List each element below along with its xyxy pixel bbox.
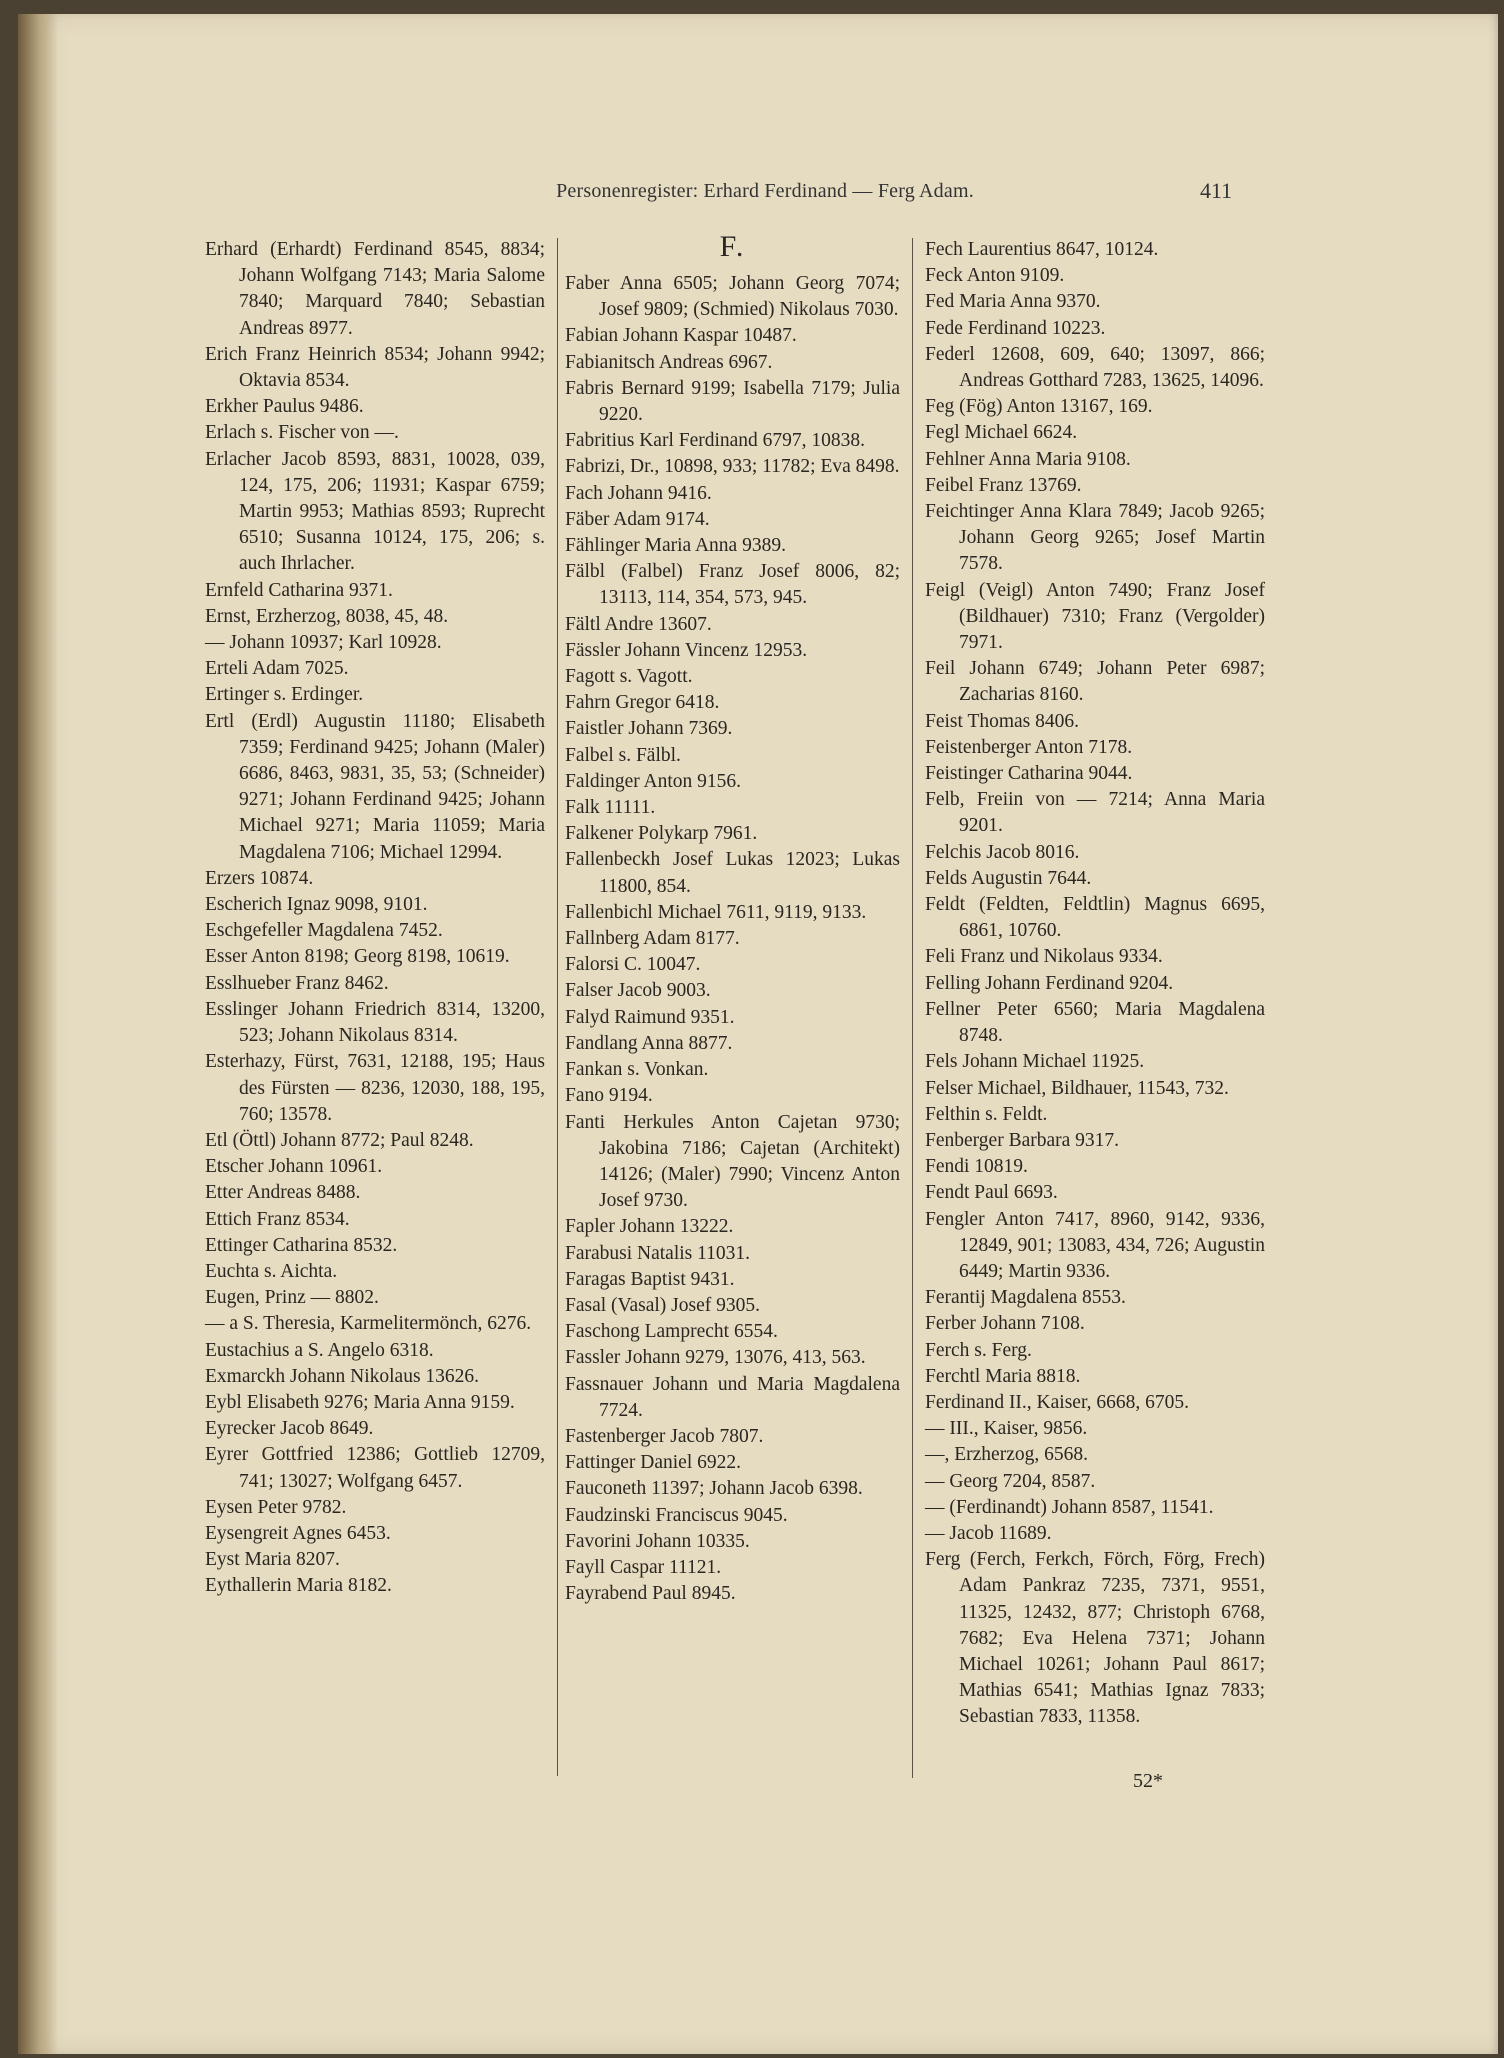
index-entry: Fed Maria Anna 9370.: [925, 291, 1101, 313]
index-entry: Fankan s. Vonkan.: [565, 1059, 709, 1081]
index-entry: Ernst, Erzherzog, 8038, 45, 48.: [205, 605, 449, 627]
index-entry: Fapler Johann 13222.: [565, 1216, 734, 1238]
index-entry: Fech Laurentius 8647, 10124.: [925, 239, 1159, 260]
index-entry: Etscher Johann 10961.: [205, 1156, 383, 1178]
index-entry: Erich Franz Heinrich 8534; Johann 9942; Oktavia 8534.: [205, 343, 545, 392]
index-entry: Favorini Johann 10335.: [565, 1530, 750, 1552]
index-entry: Erkher Paulus 9486.: [205, 396, 364, 418]
index-entry: Faragas Baptist 9431.: [565, 1268, 735, 1290]
index-entry: Faschong Lamprecht 6554.: [565, 1321, 778, 1343]
index-entry: Feldt (Feldten, Feldtlin) Magnus 6695, 6861, 10760.: [925, 894, 1265, 942]
index-entry: — Georg 7204, 8587.: [925, 1470, 1096, 1492]
index-entry: Euchta s. Aichta.: [205, 1260, 338, 1282]
index-column-2-entries: [565, 271, 900, 1607]
index-entry: Fältl Andre 13607.: [565, 613, 712, 635]
index-entry: Erlach s. Fischer von —.: [205, 422, 399, 444]
index-entry: Ferchtl Maria 8818.: [925, 1365, 1081, 1387]
index-entry: Feg (Fög) Anton 13167, 169.: [925, 396, 1153, 418]
index-entry: Fählinger Maria Anna 9389.: [565, 535, 786, 557]
index-entry: Fabritius Karl Ferdinand 6797, 10838.: [565, 430, 866, 452]
index-entry: Feli Franz und Nikolaus 9334.: [925, 946, 1163, 968]
index-entry: Fattinger Daniel 6922.: [565, 1452, 742, 1474]
index-entry: Feistinger Catharina 9044.: [925, 763, 1133, 785]
index-entry: Fallenbeckh Josef Lukas 12023; Lukas 11800, 854.: [565, 849, 900, 897]
index-entry: Felchis Jacob 8016.: [925, 841, 1080, 863]
index-entry: Fengler Anton 7417, 8960, 9142, 9336, 12849, 901; 13083, 434, 726; Augustin 6449; Martin 9336.: [925, 1208, 1265, 1282]
index-entry: — III., Kaiser, 9856.: [925, 1418, 1088, 1440]
index-entry: Fach Johann 9416.: [565, 482, 712, 504]
index-entry: Fabianitsch Andreas 6967.: [565, 351, 773, 373]
index-entry: Feigl (Veigl) Anton 7490; Franz Josef (Bildhauer) 7310; Franz (Vergolder) 7971.: [925, 579, 1265, 654]
index-entry: Fabian Johann Kaspar 10487.: [565, 325, 797, 347]
index-entry: Fayll Caspar 11121.: [565, 1556, 722, 1578]
index-column-3: [925, 237, 1265, 1731]
index-entry: Fayrabend Paul 8945.: [565, 1583, 736, 1605]
index-entry: Felb, Freiin von — 7214; Anna Maria 9201.: [925, 789, 1265, 837]
index-entry: Fehlner Anna Maria 9108.: [925, 448, 1131, 470]
index-entry: Fäber Adam 9174.: [565, 508, 710, 530]
index-entry: Federl 12608, 609, 640; 13097, 866; Andreas Gotthard 7283, 13625, 14096.: [925, 343, 1265, 392]
index-entry: Eugen, Prinz — 8802.: [205, 1287, 379, 1309]
index-entry: Fegl Michael 6624.: [925, 422, 1078, 444]
index-entry: Eysen Peter 9782.: [205, 1496, 347, 1518]
index-entry: Fallnberg Adam 8177.: [565, 928, 740, 950]
index-entry: — Jacob 11689.: [925, 1522, 1052, 1544]
index-column-2: [565, 230, 900, 1607]
index-entry: Eybl Elisabeth 9276; Maria Anna 9159.: [205, 1391, 515, 1413]
index-entry: Fälbl (Falbel) Franz Josef 8006, 82; 13113, 114, 354, 573, 945.: [565, 561, 900, 609]
index-entry: Falkener Polykarp 7961.: [565, 823, 758, 845]
index-entry: Ferdinand II., Kaiser, 6668, 6705.: [925, 1391, 1190, 1413]
index-entry: Eschgefeller Magdalena 7452.: [205, 920, 443, 942]
index-entry: Fassler Johann 9279, 13076, 413, 563.: [565, 1347, 866, 1369]
index-entry: Faldinger Anton 9156.: [565, 770, 742, 792]
index-entry: Eyrecker Jacob 8649.: [205, 1418, 374, 1440]
index-entry: Esterhazy, Fürst, 7631, 12188, 195; Haus des Fürsten — 8236, 12030, 188, 195, 760; 13578.: [205, 1051, 545, 1125]
index-entry: Exmarckh Johann Nikolaus 13626.: [205, 1365, 480, 1387]
index-entry: Fabrizi, Dr., 10898, 933; 11782; Eva 8498.: [565, 456, 900, 478]
index-entry: Felthin s. Feldt.: [925, 1103, 1048, 1125]
index-entry: Fels Johann Michael 11925.: [925, 1051, 1145, 1073]
index-entry: Fassnauer Johann und Maria Magdalena 7724.: [565, 1373, 900, 1421]
index-entry: Fanti Herkules Anton Cajetan 9730; Jakobina 7186; Cajetan (Architekt) 14126; (Maler) 7990; Vincenz Anton Josef 9730.: [565, 1111, 900, 1212]
index-entry: Erzers 10874.: [205, 867, 314, 889]
index-entry: Falyd Raimund 9351.: [565, 1006, 735, 1028]
index-entry: Faudzinski Franciscus 9045.: [565, 1504, 788, 1526]
index-entry: Fendi 10819.: [925, 1156, 1028, 1178]
index-entry: —, Erzherzog, 6568.: [925, 1444, 1088, 1466]
index-entry: Eyrer Gottfried 12386; Gottlieb 12709, 741; 13027; Wolfgang 6457.: [205, 1444, 545, 1492]
index-entry: Fauconeth 11397; Johann Jacob 6398.: [565, 1478, 863, 1500]
index-entry: Escherich Ignaz 9098, 9101.: [205, 894, 428, 916]
index-entry: Ernfeld Catharina 9371.: [205, 579, 393, 601]
index-entry: Fahrn Gregor 6418.: [565, 692, 720, 714]
index-entry: Ferg (Ferch, Ferkch, Förch, Förg, Frech) Adam Pankraz 7235, 7371, 9551, 11325, 12432, 877; Christoph 6768, 7682; Eva Helena 7371; Johann Michael 10261; Johann Paul 8617; Mathias 6541; Mathias Ignaz 7833; Sebastian 7833, 11358.: [925, 1549, 1265, 1728]
index-entry: — Johann 10937; Karl 10928.: [205, 632, 442, 654]
index-entry: — a S. Theresia, Karmelitermönch, 6276.: [205, 1313, 532, 1335]
index-entry: Ertinger s. Erdinger.: [205, 684, 364, 706]
index-entry: Esslhueber Franz 8462.: [205, 972, 389, 994]
index-entry: Ferantij Magdalena 8553.: [925, 1287, 1126, 1309]
index-entry: Fede Ferdinand 10223.: [925, 317, 1106, 339]
index-entry: Fässler Johann Vincenz 12953.: [565, 639, 808, 661]
printer-signature-mark: 52*: [1133, 1770, 1163, 1792]
index-entry: Feichtinger Anna Klara 7849; Jacob 9265; Johann Georg 9265; Josef Martin 7578.: [925, 501, 1265, 575]
book-spine-shadow: [18, 14, 58, 2054]
index-entry: Fendt Paul 6693.: [925, 1182, 1058, 1204]
index-entry: Eyst Maria 8207.: [205, 1549, 340, 1571]
index-entry: — (Ferdinandt) Johann 8587, 11541.: [925, 1496, 1214, 1518]
index-entry: Fenberger Barbara 9317.: [925, 1129, 1120, 1151]
index-entry: Erteli Adam 7025.: [205, 658, 349, 680]
index-column-1: [205, 237, 545, 1600]
index-entry: Felser Michael, Bildhauer, 11543, 732.: [925, 1077, 1229, 1099]
index-entry: Fabris Bernard 9199; Isabella 7179; Julia 9220.: [565, 377, 900, 426]
index-entry: Eustachius a S. Angelo 6318.: [205, 1339, 434, 1361]
page-number: 411: [1200, 178, 1233, 203]
index-entry: Feist Thomas 8406.: [925, 710, 1080, 732]
index-entry: Falser Jacob 9003.: [565, 980, 711, 1002]
index-entry: Fellner Peter 6560; Maria Magdalena 8748.: [925, 998, 1265, 1047]
index-entry: Fano 9194.: [565, 1085, 653, 1107]
index-entry: Esser Anton 8198; Georg 8198, 10619.: [205, 946, 510, 968]
index-entry: Ettinger Catharina 8532.: [205, 1234, 398, 1256]
column-divider-1: [557, 238, 558, 1776]
index-entry: Erlacher Jacob 8593, 8831, 10028, 039, 124, 175, 206; 11931; Kaspar 6759; Martin 9953; Mathias 8593; Ruprecht 6510; Susanna 10124, 175, 206; s. auch Ihrlacher.: [205, 448, 545, 575]
index-entry: Falorsi C. 10047.: [565, 954, 701, 976]
index-entry: Etl (Öttl) Johann 8772; Paul 8248.: [205, 1129, 474, 1151]
index-entry: Eysengreit Agnes 6453.: [205, 1522, 391, 1544]
column-divider-2: [912, 238, 913, 1778]
index-entry: Ertl (Erdl) Augustin 11180; Elisabeth 7359; Ferdinand 9425; Johann (Maler) 6686, 8463, 9831, 35, 53; (Schneider) 9271; Johann Ferdinand 9425; Johann Michael 9271; Maria 11059; Maria Magdalena 7106; Michael 12994.: [205, 710, 545, 863]
index-entry: Falk 11111.: [565, 797, 656, 819]
index-entry: Esslinger Johann Friedrich 8314, 13200, 523; Johann Nikolaus 8314.: [205, 998, 545, 1047]
index-entry: Ferch s. Ferg.: [925, 1339, 1032, 1361]
index-entry: Erhard (Erhardt) Ferdinand 8545, 8834; Johann Wolfgang 7143; Maria Salome 7840; Marquard 7840; Sebastian Andreas 8977.: [205, 239, 545, 339]
index-entry: Faistler Johann 7369.: [565, 718, 733, 740]
index-entry: Fandlang Anna 8877.: [565, 1032, 733, 1054]
index-entry: Felds Augustin 7644.: [925, 867, 1092, 889]
index-entry: Farabusi Natalis 11031.: [565, 1242, 751, 1264]
index-entry: Fasal (Vasal) Josef 9305.: [565, 1294, 760, 1316]
index-entry: Ettich Franz 8534.: [205, 1208, 350, 1230]
section-letter: F.: [719, 230, 746, 263]
index-entry: Falbel s. Fälbl.: [565, 744, 681, 766]
index-entry: Feistenberger Anton 7178.: [925, 736, 1133, 758]
index-entry: Eythallerin Maria 8182.: [205, 1575, 392, 1597]
index-entry: Fastenberger Jacob 7807.: [565, 1425, 764, 1447]
index-entry: Felling Johann Ferdinand 9204.: [925, 972, 1174, 994]
index-entry: Feil Johann 6749; Johann Peter 6987; Zacharias 8160.: [925, 658, 1265, 706]
index-entry: Feibel Franz 13769.: [925, 474, 1082, 496]
index-entry: Faber Anna 6505; Johann Georg 7074; Josef 9809; (Schmied) Nikolaus 7030.: [565, 273, 900, 321]
index-entry: Etter Andreas 8488.: [205, 1182, 361, 1204]
index-entry: Fagott s. Vagott.: [565, 666, 693, 688]
index-entry: Fallenbichl Michael 7611, 9119, 9133.: [565, 901, 867, 923]
running-header: Personenregister: Erhard Ferdinand — Ferg Adam.: [556, 180, 974, 202]
index-entry: Feck Anton 9109.: [925, 265, 1065, 287]
index-entry: Ferber Johann 7108.: [925, 1313, 1085, 1335]
